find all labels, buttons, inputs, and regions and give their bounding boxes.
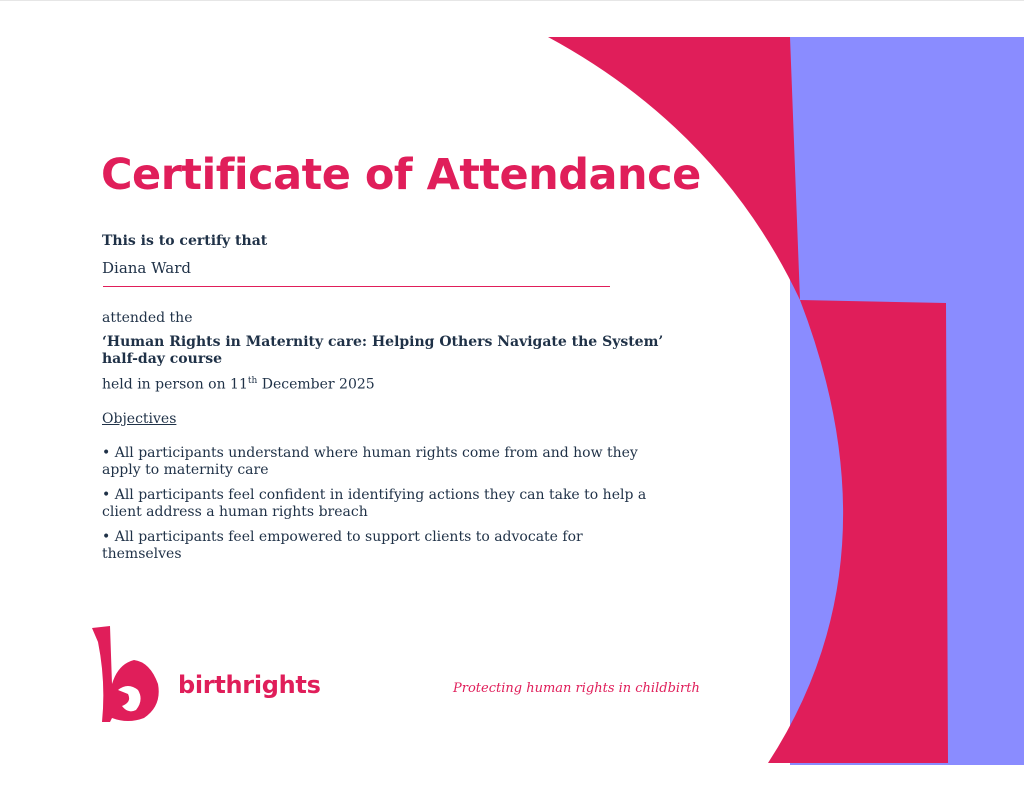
course-type: half-day course — [102, 351, 222, 367]
objective-item: • All participants feel empowered to support clients to advocate for themselves — [102, 529, 583, 562]
brand-name: birthrights — [178, 671, 321, 699]
held-prefix: held in person on 11 — [102, 376, 248, 393]
course-title: ‘Human Rights in Maternity care: Helping Others Navigate the System’ — [102, 334, 664, 350]
objective-item: • All participants understand where human rights come from and how they apply to maternity care — [102, 445, 638, 478]
recipient-name: Diana Ward — [102, 259, 191, 277]
certify-text: This is to certify that — [102, 233, 268, 249]
name-underline — [103, 286, 610, 287]
held-date-line — [102, 376, 375, 393]
objective-item: • All participants feel confident in identifying actions they can take to help a client address a human rights breach — [102, 487, 647, 520]
birthrights-logo-icon — [88, 622, 168, 726]
brand-tagline: Protecting human rights in childbirth — [453, 681, 700, 696]
held-suffix: December 2025 — [257, 376, 375, 393]
objectives-heading: Objectives — [102, 411, 177, 427]
attended-text: attended the — [102, 310, 193, 326]
held-ordinal: th — [247, 376, 258, 386]
certificate-title: Certificate of Attendance — [101, 150, 701, 200]
